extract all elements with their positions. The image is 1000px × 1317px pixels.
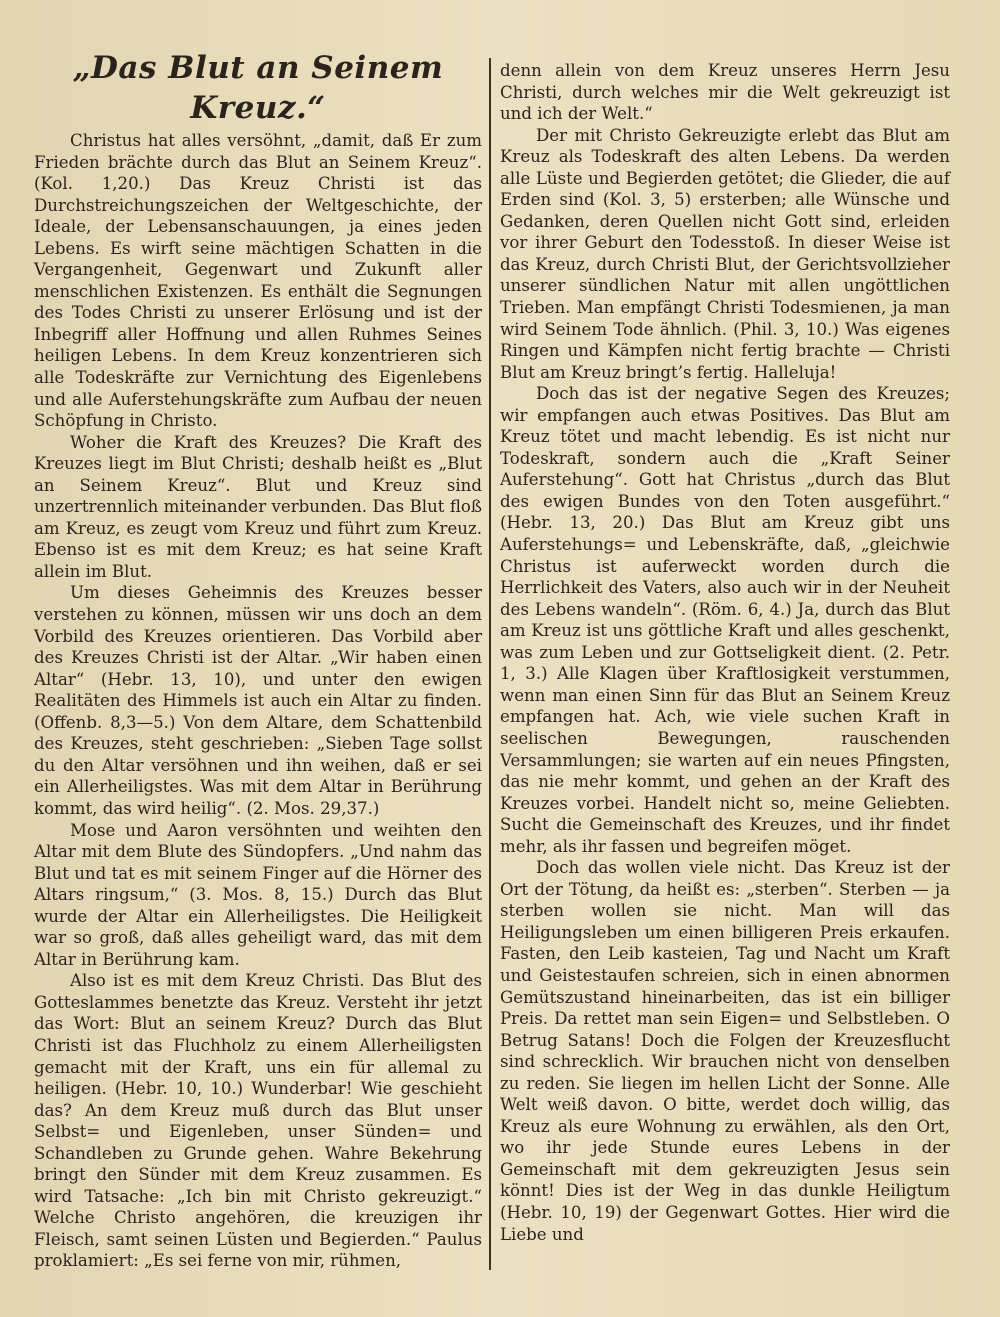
- paragraph: Christus hat alles versöhnt, „damit, daß Er zum Frieden brächte durch das Blut an Seinem Kreuz“. (Kol. 1,20.) Das Kreuz Christi ist das Durchstreichungszeichen der Weltgeschichte, der Ideale, der Lebensanschauungen, ja eines jeden Lebens. Es wirft seine mächtigen Schatten in die Vergangenheit, Gegenwart und Zukunft aller menschlichen Existenzen. Es enthält die Segnungen des Todes Christi zu unserer Erlösung und ist der Inbegriff aller Hoffnung und allen Ruhmes Seines heiligen Lebens. In dem Kreuz konzentrieren sich alle Todeskräfte zur Vernichtung des Eigenlebens und alle Auferstehungskräfte zum Aufbau der neuen Schöpfung in Christo.: [34, 131, 482, 431]
- paragraph: Woher die Kraft des Kreuzes? Die Kraft des Kreuzes liegt im Blut Christi; deshalb heißt es „Blut an Seinem Kreuz“. Blut und Kreuz sind unzertrennlich miteinander verbunden. Das Blut floß am Kreuz, es zeugt vom Kreuz und führt zum Kreuz. Ebenso ist es mit dem Kreuz; es hat seine Kraft allein im Blut.: [34, 432, 482, 581]
- paragraph: denn allein von dem Kreuz unseres Herrn Jesu Christi, durch welches mir die Welt gekreuzigt ist und ich der Welt.“: [500, 61, 950, 124]
- paragraph: Doch das wollen viele nicht. Das Kreuz ist der Ort der Tötung, da heißt es: „sterben“. Sterben — ja sterben wollen sie nicht. Man will das Heiligungsleben um einen billigeren Preis erkaufen. Fasten, den Leib kasteien, Tag und Nacht um Kraft und Geistestaufen schreien, sich in einen abnormen Gemütszustand hineinarbeiten, das ist ein billiger Preis. Da rettet man sein Eigen= und Selbstleben. O Betrug Satans! Doch die Folgen der Kreuzesflucht sind schrecklich. Wir brauchen nicht von denselben zu reden. Sie liegen im hellen Licht der Sonne. Alle Welt weiß davon. O bitte, werdet doch willig, das Kreuz als eure Wohnung zu erwählen, als den Ort, wo ihr jede Stunde eures Lebens in der Gemeinschaft mit dem gekreuzigten Jesus sein könnt! Dies ist der Weg in das dunkle Heiligtum (Hebr. 10, 19) der Gegenwart Gottes. Hier wird die Liebe und: [500, 858, 950, 1244]
- paragraph: Doch das ist der negative Segen des Kreuzes; wir empfangen auch etwas Positives. Das Blut am Kreuz tötet und macht lebendig. Es ist nicht nur Todeskraft, sondern auch die „Kraft Seiner Auferstehung“. Gott hat Christus „durch das Blut des ewigen Bundes von den Toten ausgeführt.“ (Hebr. 13, 20.) Das Blut am Kreuz gibt uns Auferstehungs= und Lebenskräfte, daß, „gleichwie Christus ist auferweckt worden durch die Herrlichkeit des Vaters, also auch wir in der Neuheit des Lebens wandeln“. (Röm. 6, 4.) Ja, durch das Blut am Kreuz ist uns göttliche Kraft und alles geschenkt, was zum Leben und zur Gottseligkeit dient. (2. Petr. 1, 3.) Alle Klagen über Kraftlosigkeit verstummen, wenn man einen Sinn für das Blut an Seinem Kreuz empfangen hat. Ach, wie viele suchen Kraft in seelischen Bewegungen, rauschenden Versammlungen; sie warten auf ein neues Pfingsten, das nie mehr kommt, und gehen an der Kraft des Kreuzes vorbei. Handelt nicht so, meine Geliebten. Sucht die Gemeinschaft des Kreuzes, und ihr findet mehr, als ihr fassen und begreifen möget.: [500, 384, 950, 856]
- left-column: [34, 48, 482, 1285]
- paragraph: Um dieses Geheimnis des Kreuzes besser verstehen zu können, müssen wir uns doch an dem Vorbild des Kreuzes orientieren. Das Vorbild aber des Kreuzes Christi ist der Altar. „Wir haben einen Altar“ (Hebr. 13, 10), und unter den ewigen Realitäten des Himmels ist auch ein Altar zu finden. (Offenb. 8,3—5.) Von dem Altare, dem Schattenbild des Kreuzes, steht geschrieben: „Sieben Tage sollst du den Altar versöhnen und ihn weihen, daß er sei ein Allerheiligstes. Was mit dem Altar in Berührung kommt, das wird heilig“. (2. Mos. 29,37.): [34, 583, 482, 818]
- column-divider: [489, 58, 491, 1270]
- paragraph: Also ist es mit dem Kreuz Christi. Das Blut des Gotteslammes benetzte das Kreuz. Versteht ihr jetzt das Wort: Blut an seinem Kreuz? Durch das Blut Christi ist das Fluchholz zu einem Allerheiligsten gemacht mit der Kraft, uns ein für allemal zu heiligen. (Hebr. 10, 10.) Wunderbar! Wie geschieht das? An dem Kreuz muß durch das Blut unser Selbst= und Eigenleben, unser Sünden= und Schandleben zu Grunde gehen. Wahre Bekehrung bringt den Sünder mit dem Kreuz zusammen. Es wird Tatsache: „Ich bin mit Christo gekreuzigt.“ Welche Christo angehören, die kreuzigen ihr Fleisch, samt seinen Lüsten und Begierden.“ Paulus proklamiert: „Es sei ferne von mir, rühmen,: [34, 971, 482, 1271]
- paragraph: Der mit Christo Gekreuzigte erlebt das Blut am Kreuz als Todeskraft des alten Lebens. Da werden alle Lüste und Begierden getötet; die Glieder, die auf Erden sind (Kol. 3, 5) ersterben; alle Wünsche und Gedanken, deren Quellen nicht Gott sind, erleiden vor ihrer Geburt den Todesstoß. In dieser Weise ist das Kreuz, durch Christi Blut, der Gerichtsvollzieher unserer sündlichen Natur mit allen ungöttlichen Trieben. Man empfängt Christi Todesmienen, ja man wird Seinem Tode ähnlich. (Phil. 3, 10.) Was eigenes Ringen und Kämpfen nicht fertig brachte — Christi Blut am Kreuz bringt’s fertig. Halleluja!: [500, 125, 950, 382]
- article-title: „Das Blut an Seinem Kreuz.“: [72, 50, 444, 126]
- right-column: [500, 60, 950, 1285]
- paragraph: Mose und Aaron versöhnten und weihten den Altar mit dem Blute des Sündopfers. „Und nahm das Blut und tat es mit seinem Finger auf die Hörner des Altars ringsum,“ (3. Mos. 8, 15.) Durch das Blut wurde der Altar ein Allerheiligstes. Die Heiligkeit war so groß, daß alles geheiligt ward, das mit dem Altar in Berührung kam.: [34, 820, 482, 969]
